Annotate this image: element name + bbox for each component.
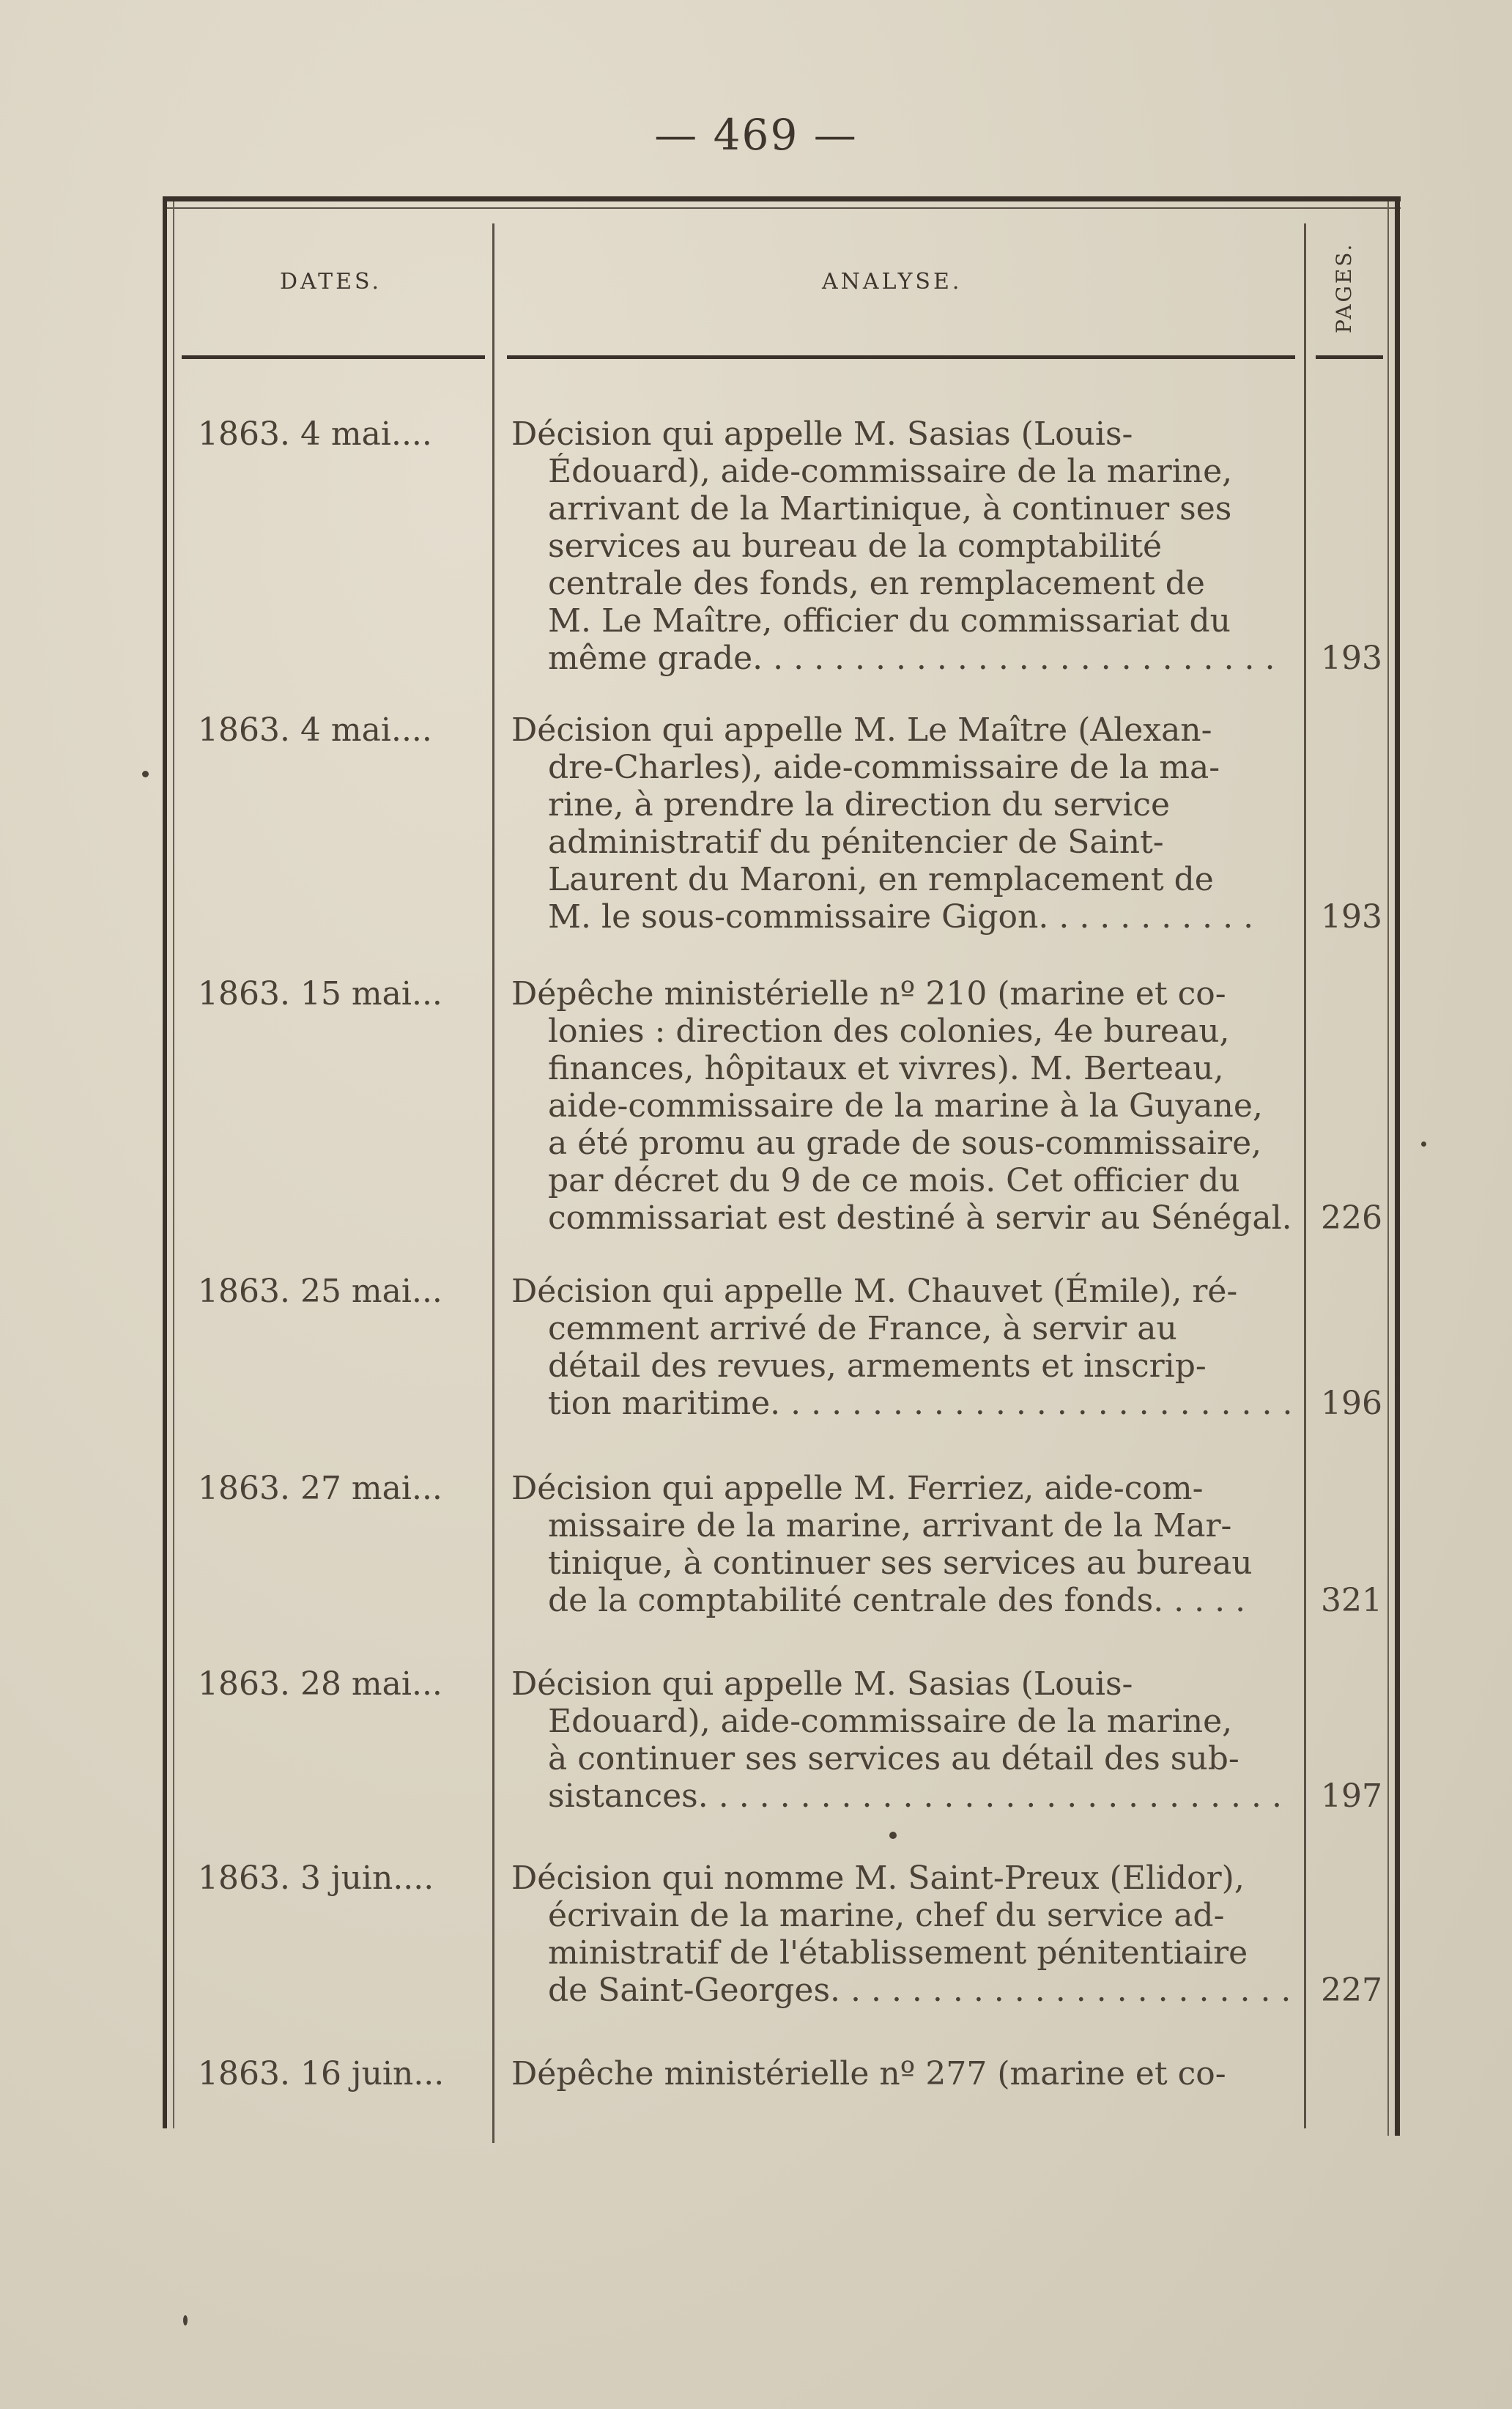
left-border-thin (173, 201, 174, 2128)
header-analyse: ANALYSE. (822, 269, 963, 295)
analysis-line: écrivain de la marine, chef du service ad- (548, 1897, 1225, 1934)
entry-date: 1863. 25 mai... (198, 1273, 442, 1310)
paper-speck (183, 2315, 188, 2325)
header-rule-pages (1316, 355, 1383, 359)
analysis-line: tion maritime. . . . . . . . . . . . . . . . . . . . . . . . . . (548, 1385, 1293, 1422)
entry-analysis (511, 1860, 1295, 2009)
entry-analysis (511, 1470, 1295, 1619)
analysis-line: M. le sous-commissaire Gigon. . . . . . . . . . . (548, 898, 1254, 936)
analysis-line: cemment arrivé de France, à servir au (548, 1310, 1177, 1347)
analysis-line: sistances. . . . . . . . . . . . . . . . . . . . . . . . . . . . . (548, 1777, 1282, 1815)
paper-speck (1421, 1141, 1426, 1147)
entry-analysis (511, 975, 1295, 1237)
analysis-line: détail des revues, armements et inscrip- (548, 1347, 1207, 1385)
left-border (163, 201, 167, 2128)
analysis-line: par décret du 9 de ce mois. Cet officier du (548, 1162, 1240, 1199)
entry-page: 196 (1321, 1385, 1382, 1422)
analysis-line: a été promu au grade de sous-commissaire, (548, 1125, 1262, 1162)
column-divider-pages (1304, 223, 1306, 2128)
column-divider-dates (492, 223, 494, 2143)
analysis-line: à continuer ses services au détail des sub- (548, 1740, 1239, 1777)
analysis-line: même grade. . . . . . . . . . . . . . . . . . . . . . . . . . (548, 640, 1275, 677)
entry-date: 1863. 4 mai.... (198, 415, 432, 453)
analysis-line: de Saint-Georges. . . . . . . . . . . . . . . . . . . . . . . (548, 1972, 1292, 2009)
analysis-line: Dépêche ministérielle nº 277 (marine et co- (511, 2055, 1226, 2092)
entry-page: 197 (1321, 1777, 1382, 1815)
paper-speck (889, 1832, 897, 1839)
analysis-line: Décision qui appelle M. Ferriez, aide-com- (511, 1470, 1204, 1507)
entry-date: 1863. 15 mai... (198, 975, 442, 1013)
analysis-line: Décision qui appelle M. Sasias (Louis- (511, 415, 1133, 453)
header-dates: DATES. (280, 269, 382, 295)
analysis-line: administratif du pénitencier de Saint- (548, 824, 1164, 861)
analysis-line: finances, hôpitaux et vivres). M. Berteau, (548, 1050, 1224, 1087)
entry-page: 193 (1321, 640, 1382, 677)
analysis-line: arrivant de la Martinique, à continuer ses (548, 490, 1232, 528)
entry-date: 1863. 28 mai... (198, 1665, 442, 1703)
entry-analysis (511, 1665, 1295, 1815)
entry-analysis (511, 1273, 1295, 1422)
right-border (1395, 201, 1400, 2136)
analysis-line: Décision qui appelle M. Sasias (Louis- (511, 1665, 1133, 1703)
top-rule (163, 207, 1401, 209)
entry-date: 1863. 4 mai.... (198, 711, 432, 749)
analysis-line: Laurent du Maroni, en remplacement de (548, 861, 1214, 898)
entry-date: 1863. 3 juin.... (198, 1860, 434, 1897)
header-rule-dates (182, 355, 485, 359)
register-table (163, 196, 1401, 2128)
analysis-line: Édouard), aide-commissaire de la marine, (548, 453, 1233, 490)
entry-date: 1863. 27 mai... (198, 1470, 442, 1507)
analysis-line: centrale des fonds, en remplacement de (548, 565, 1205, 602)
analysis-line: Décision qui nomme M. Saint-Preux (Elidor), (511, 1860, 1245, 1897)
analysis-line: Edouard), aide-commissaire de la marine, (548, 1703, 1233, 1740)
analysis-line: lonies : direction des colonies, 4e bureau, (548, 1013, 1230, 1050)
analysis-line: Dépêche ministérielle nº 210 (marine et co- (511, 975, 1226, 1013)
analysis-line: ministratif de l'établissement pénitentiaire (548, 1934, 1248, 1972)
header-pages: PAGES. (1332, 242, 1356, 333)
analysis-line: missaire de la marine, arrivant de la Mar- (548, 1507, 1232, 1544)
analysis-line: Décision qui appelle M. Le Maître (Alexan- (511, 711, 1212, 749)
analysis-line: de la comptabilité centrale des fonds. . . . . (548, 1582, 1246, 1619)
analysis-line: dre-Charles), aide-commissaire de la ma- (548, 749, 1220, 786)
right-border-thin (1387, 201, 1389, 2136)
paper-speck (142, 771, 149, 777)
entry-analysis (511, 2055, 1295, 2092)
entry-page: 226 (1321, 1199, 1382, 1237)
entry-analysis (511, 415, 1295, 677)
analysis-line: services au bureau de la comptabilité (548, 528, 1163, 565)
analysis-line: commissariat est destiné à servir au Sénégal. (548, 1199, 1292, 1237)
entry-date: 1863. 16 juin... (198, 2055, 445, 2092)
analysis-line: tinique, à continuer ses services au bureau (548, 1544, 1253, 1582)
entry-page: 193 (1321, 898, 1382, 936)
analysis-line: M. Le Maître, officier du commissariat du (548, 602, 1231, 640)
analysis-line: aide-commissaire de la marine à la Guyane, (548, 1087, 1263, 1125)
analysis-line: Décision qui appelle M. Chauvet (Émile), ré- (511, 1273, 1238, 1310)
entry-page: 321 (1321, 1582, 1382, 1619)
entry-page: 227 (1321, 1972, 1382, 2009)
entry-analysis (511, 711, 1295, 936)
analysis-line: rine, à prendre la direction du service (548, 786, 1171, 824)
page-number: — 469 — (654, 110, 858, 160)
header-rule-analyse (507, 355, 1295, 359)
